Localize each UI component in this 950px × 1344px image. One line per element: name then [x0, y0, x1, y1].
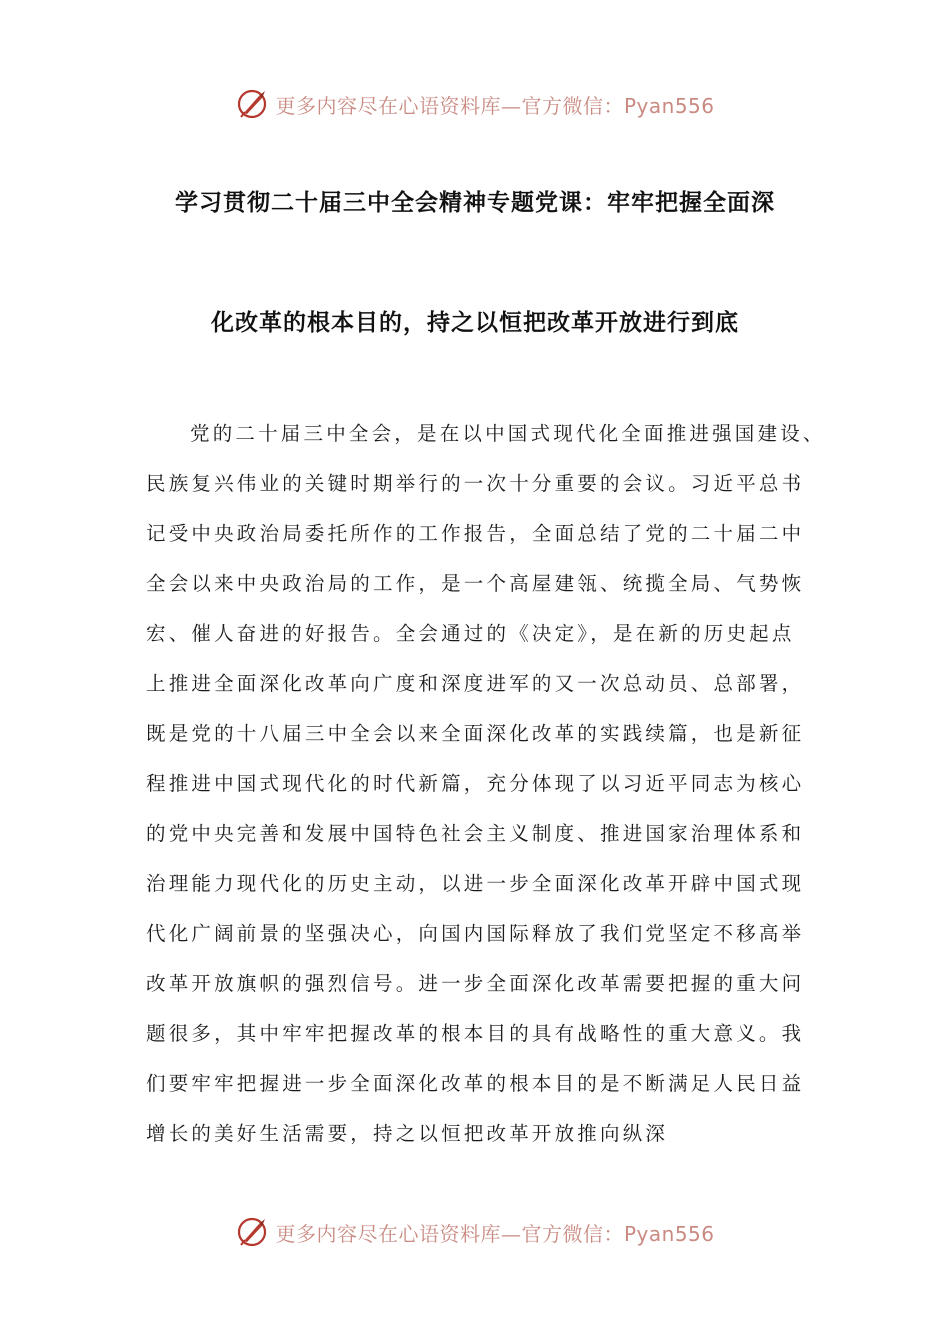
document-title-line-1: 学习贯彻二十届三中全会精神专题党课：牢牢把握全面深 [175, 190, 775, 216]
body-paragraph [146, 416, 826, 1166]
quill-pen-logo-icon [235, 1215, 269, 1249]
body-line: 代化广阔前景的坚强决心，向国内国际释放了我们党坚定不移高举 [146, 922, 805, 945]
body-line: 上推进全面深化改革向广度和深度进军的又一次总动员、总部署， [146, 672, 805, 695]
body-line: 宏、催人奋进的好报告。全会通过的《决定》，是在新的历史起点 [146, 622, 795, 645]
body-line: 党的二十届三中全会，是在以中国式现代化全面推进强国建设、 [190, 422, 826, 445]
body-line: 治理能力现代化的历史主动，以进一步全面深化改革开辟中国式现 [146, 872, 805, 895]
quill-pen-logo-icon [235, 87, 269, 121]
body-line: 的党中央完善和发展中国特色社会主义制度、推进国家治理体系和 [146, 822, 805, 845]
header-banner [0, 84, 950, 124]
body-line: 改革开放旗帜的强烈信号。进一步全面深化改革需要把握的重大问 [146, 972, 805, 995]
document-title-line-2: 化改革的根本目的，持之以恒把改革开放进行到底 [211, 310, 739, 336]
body-line: 题很多，其中牢牢把握改革的根本目的具有战略性的重大意义。我 [146, 1022, 805, 1045]
body-line: 全会以来中央政治局的工作，是一个高屋建瓴、统揽全局、气势恢 [146, 572, 805, 595]
banner-text: 更多内容尽在心语资料库—官方微信：Pyan556 [275, 1221, 715, 1246]
banner-text: 更多内容尽在心语资料库—官方微信：Pyan556 [275, 93, 715, 118]
body-line: 增长的美好生活需要，持之以恒把改革开放推向纵深 [146, 1122, 669, 1145]
body-line: 民族复兴伟业的关键时期举行的一次十分重要的会议。习近平总书 [146, 472, 805, 495]
body-line: 程推进中国式现代化的时代新篇，充分体现了以习近平同志为核心 [146, 772, 805, 795]
wechat-id: Pyan556 [623, 1221, 715, 1246]
wechat-id: Pyan556 [623, 93, 715, 118]
body-line: 记受中央政治局委托所作的工作报告，全面总结了党的二十届二中 [146, 522, 805, 545]
footer-banner [0, 1212, 950, 1252]
body-line: 既是党的十八届三中全会以来全面深化改革的实践续篇，也是新征 [146, 722, 805, 745]
body-line: 们要牢牢把握进一步全面深化改革的根本目的是不断满足人民日益 [146, 1072, 805, 1095]
